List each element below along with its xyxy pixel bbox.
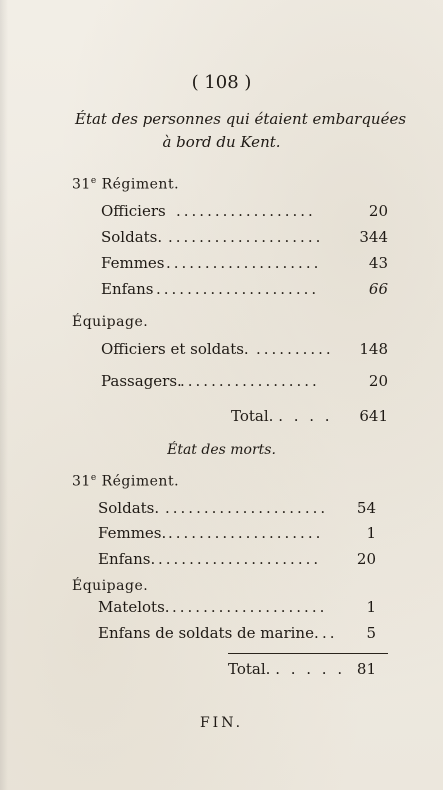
row-label: Matelots. bbox=[98, 598, 170, 616]
row-value: 344 bbox=[359, 228, 388, 246]
row-value: 20 bbox=[368, 202, 388, 220]
total-row bbox=[231, 407, 333, 425]
leader-dots: .................... bbox=[172, 598, 328, 616]
end-marker: FIN. bbox=[199, 715, 244, 731]
leader-dots: .................. bbox=[180, 372, 320, 390]
equipage-heading: Équipage. bbox=[72, 578, 149, 594]
section-heading-regiment bbox=[72, 473, 179, 490]
total-value: 81 bbox=[356, 660, 376, 678]
row-value: 20 bbox=[356, 550, 376, 568]
leader-dots: .................... bbox=[168, 228, 324, 246]
total-row bbox=[228, 660, 345, 678]
section-heading-regiment bbox=[72, 176, 179, 193]
leader-dots: ..................... bbox=[156, 280, 320, 298]
leader-dots: .................... bbox=[166, 254, 322, 272]
leader-dots: ..................... bbox=[165, 499, 329, 517]
total-rule bbox=[228, 653, 388, 654]
leader-dots: .................. bbox=[176, 202, 316, 220]
regiment-ordinal: e bbox=[90, 473, 97, 483]
regiment-number: 31 bbox=[72, 473, 91, 490]
row-label: Enfans bbox=[101, 280, 154, 298]
row-value: 5 bbox=[366, 624, 376, 642]
page-number: ( 108 ) bbox=[191, 72, 252, 93]
leader-dots: .......... bbox=[256, 340, 334, 358]
row-label: Enfans. bbox=[98, 550, 156, 568]
row-label: Passagers. bbox=[101, 372, 182, 390]
leader-dots: .. bbox=[322, 624, 338, 642]
total-label: Total. bbox=[231, 407, 274, 425]
page-fold-shadow bbox=[0, 0, 8, 790]
leader-dots: .................... bbox=[168, 524, 324, 542]
row-label: Officiers bbox=[101, 202, 166, 220]
row-value: 54 bbox=[356, 499, 376, 517]
row-label: Femmes. bbox=[98, 524, 167, 542]
table-title-line2: à bord du Kent. bbox=[162, 133, 281, 151]
row-label: Femmes bbox=[101, 254, 165, 272]
leader-dots: ..................... bbox=[158, 550, 322, 568]
total-label: Total. bbox=[228, 660, 271, 678]
regiment-name: Régiment. bbox=[101, 473, 180, 490]
row-value: 1 bbox=[366, 524, 376, 542]
regiment-name: Régiment. bbox=[101, 176, 180, 193]
row-label: Officiers et soldats. bbox=[101, 340, 249, 358]
row-label: Enfans de soldats de marine. bbox=[98, 624, 319, 642]
deaths-subtitle: État des morts. bbox=[167, 442, 276, 458]
table-title-line1: État des personnes qui étaient embarquées bbox=[75, 110, 407, 128]
row-label: Soldats. bbox=[101, 228, 163, 246]
leader-dots: . . . . bbox=[278, 407, 333, 425]
total-value: 641 bbox=[359, 407, 388, 425]
regiment-ordinal: e bbox=[90, 176, 97, 186]
equipage-heading: Équipage. bbox=[72, 314, 149, 330]
row-value: 20 bbox=[368, 372, 388, 390]
section-heading-equipage bbox=[72, 314, 148, 330]
row-value: 148 bbox=[359, 340, 388, 358]
regiment-number: 31 bbox=[72, 176, 91, 193]
row-value: 66 bbox=[368, 280, 388, 298]
row-value: 43 bbox=[368, 254, 388, 272]
row-label: Soldats. bbox=[98, 499, 160, 517]
row-value: 1 bbox=[366, 598, 376, 616]
leader-dots: . . . . . bbox=[275, 660, 346, 678]
section-heading-equipage bbox=[72, 578, 148, 594]
